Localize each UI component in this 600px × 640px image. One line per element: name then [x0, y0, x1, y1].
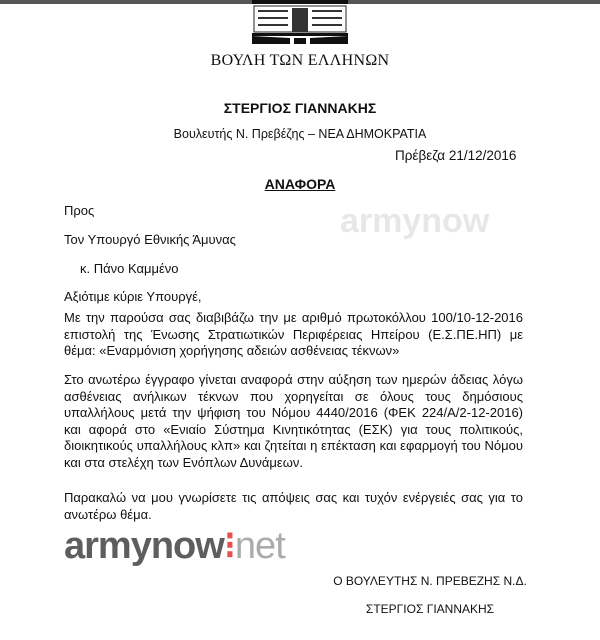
signature-name: ΣΤΕΡΓΙΟΣ ΓΙΑΝΝΑΚΗΣ: [365, 602, 495, 616]
body-paragraph-1: Με την παρούσα σας διαβιβάζω την με αριθμό πρωτοκόλλου 100/10-12-2016 επιστολή της Ένωσης Στρατιωτικών Περιφέρειας Ηπείρου (Ε.Σ.ΠΕ.ΗΠ) με θέμα: «Εναρμόνιση χορήγησης αδειών ασθένειας τέκνων»: [64, 310, 523, 358]
mp-name: ΣΤΕΡΓΙΟΣ ΓΙΑΝΝΑΚΗΣ: [223, 100, 377, 116]
addressee-to: Προς: [64, 203, 95, 218]
mp-subtitle: Βουλευτής Ν. Πρεβέζης – ΝΕΑ ΔΗΜΟΚΡΑΤΙΑ: [173, 127, 427, 141]
watermark: [64, 527, 285, 565]
document-title: ΑΝΑΦΟΡΑ: [264, 176, 336, 192]
parliament-heading: ΒΟΥΛΗ ΤΩΝ ΕΛΛΗΝΩΝ: [210, 52, 390, 69]
watermark-brand: armynow: [64, 525, 224, 567]
salutation: Αξιότιμε κύριε Υπουργέ,: [64, 289, 202, 304]
watermark-signal-icon: ⁝: [223, 525, 235, 567]
parliament-building-logo: [250, 0, 350, 46]
watermark-faint: armynow: [340, 202, 490, 240]
place-date: Πρέβεζα 21/12/2016: [395, 148, 517, 163]
signature-role: Ο ΒΟΥΛΕΥΤΗΣ Ν. ΠΡΕΒΕΖΗΣ Ν.Δ.: [333, 574, 527, 588]
addressee-minister: Τον Υπουργό Εθνικής Άμυνας: [64, 232, 236, 247]
watermark-tld: net: [234, 525, 285, 567]
addressee-person: κ. Πάνο Καμμένο: [80, 261, 179, 276]
body-paragraph-2: Στο ανωτέρω έγγραφο γίνεται αναφορά στην αύξηση των ημερών άδειας λόγω ασθένειας ανήλικων τέκνων που χορηγείται σε όλους τους δημόσιους υπαλλήλους μετά την ψήφιση του Νόμου 4440/2016 (ΦΕΚ 224/Α/2-12-2016) και αφορά στο «Ενιαίο Σύστημα Κινητικότητας (ΕΣΚ) για τους πολιτικούς, διοικητικούς υπαλλήλους κλπ» και ζητείται η επέκταση και εφαρμογή του Νόμου και στα στελέχη των Ενόπλων Δυνάμεων.: [64, 372, 523, 470]
body-paragraph-3: Παρακαλώ να μου γνωρίσετε τις απόψεις σας και τυχόν ενέργειές σας για το ανωτέρω θέμα.: [64, 490, 523, 522]
